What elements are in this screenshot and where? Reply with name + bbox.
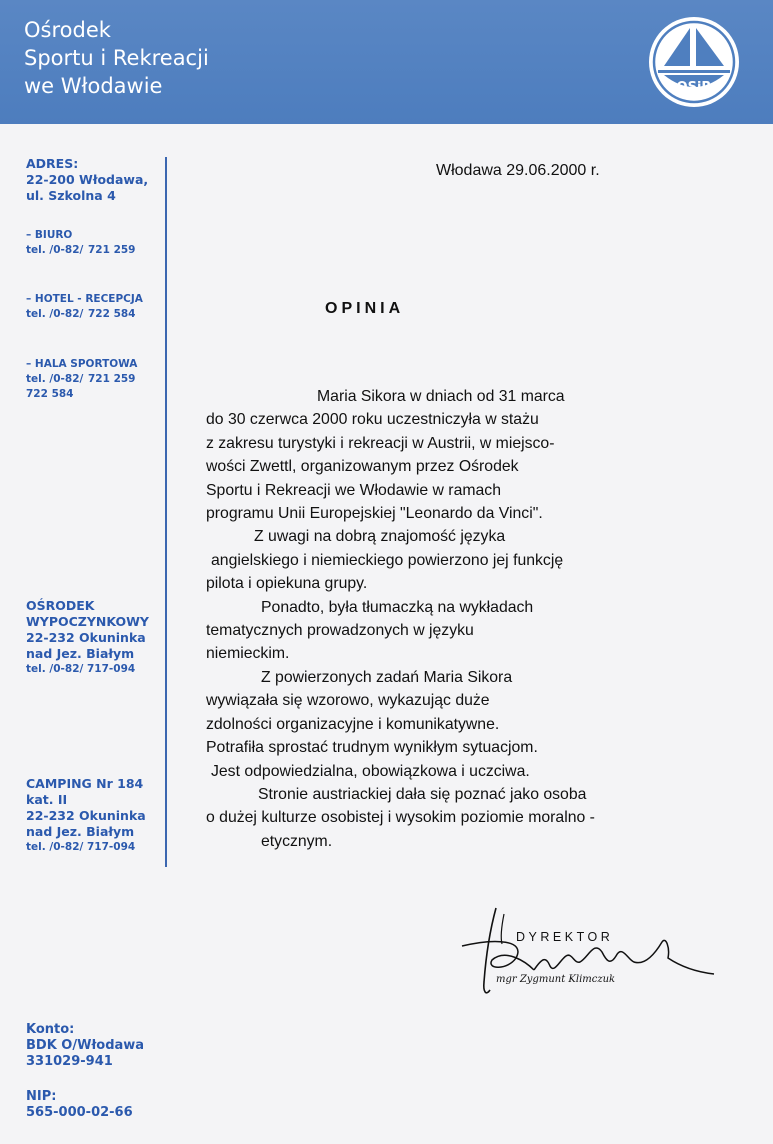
body-line: Z powierzonych zadań Maria Sikora [261, 668, 513, 686]
camping-line: nad Jez. Białym [26, 824, 135, 839]
signatory-name: mgr Zygmunt Klimczuk [496, 974, 616, 985]
body-line: Potrafiła sprostać trudnym wynikłym sytuacjom. [206, 739, 538, 757]
account-line: 331029-941 [26, 1054, 113, 1069]
contact-title: – BIURO [26, 229, 73, 241]
contact-office [26, 228, 136, 258]
nip-block [26, 1089, 133, 1121]
resort-line: WYPOCZYNKOWY [26, 614, 149, 629]
body-line: pilota i opiekuna grupy. [206, 575, 368, 593]
body-line: z zakresu turystyki i rekreacji w Austrii, w miejsco- [206, 434, 555, 452]
body-line: Stronie austriackiej dała się poznać jako osoba [258, 785, 587, 803]
camping-line: kat. II [26, 792, 68, 807]
body-line: do 30 czerwca 2000 roku uczestniczyła w stażu [206, 411, 539, 429]
osir-logo [646, 14, 742, 110]
phone-number: 722 584 [88, 308, 136, 320]
handwritten-signature [456, 900, 721, 1010]
phone-prefix: tel. /0-82/ [26, 308, 84, 320]
contact-title: – HOTEL - RECEPCJA [26, 293, 143, 305]
phone-prefix: tel. /0-82/ [26, 244, 84, 256]
sidebar-divider [165, 157, 167, 867]
body-line: o dużej kulturze osobistej i wysokim poziomie moralno - [206, 809, 595, 827]
letter-date: Włodawa 29.06.2000 r. [436, 162, 600, 179]
phone-prefix: tel. /0-82/ [26, 373, 84, 385]
org-name-line: Ośrodek [24, 18, 111, 42]
resort-line: OŚRODEK [26, 598, 95, 613]
body-line: angielskiego i niemieckiego powierzono jej funkcję [211, 551, 564, 569]
body-line: tematycznych prowadzonych w języku [206, 622, 474, 640]
signatory-role: DYREKTOR [516, 930, 614, 944]
body-line: zdolności organizacyjne i komunikatywne. [206, 715, 500, 733]
nip-line: 565-000-02-66 [26, 1105, 133, 1120]
body-line: Sportu i Rekreacji we Włodawie w ramach [206, 481, 501, 499]
body-line: programu Unii Europejskiej "Leonardo da Vinci". [206, 505, 543, 523]
body-line: wywiązała się wzorowo, wykazując duże [206, 692, 490, 710]
letter-title: OPINIA [325, 300, 405, 317]
nip-line: NIP: [26, 1089, 57, 1104]
address-line: ul. Szkolna 4 [26, 188, 116, 203]
camping-line: 22-232 Okuninka [26, 808, 146, 823]
resort-phone: tel. /0-82/ 717-094 [26, 663, 136, 675]
account-line: Konto: [26, 1022, 75, 1037]
account-line: BDK O/Włodawa [26, 1038, 145, 1053]
resort-block [26, 598, 149, 677]
camping-phone: tel. /0-82/ 717-094 [26, 841, 136, 853]
phone-number: 721 259 [88, 373, 136, 385]
body-line: Ponadto, była tłumaczką na wykładach [261, 598, 534, 616]
contact-title: – HALA SPORTOWA [26, 358, 138, 370]
body-line: niemieckim. [206, 645, 290, 663]
camping-line: CAMPING Nr 184 [26, 776, 144, 791]
address-line: 22-200 Włodawa, [26, 172, 149, 187]
camping-block [26, 776, 146, 855]
org-name-line: we Włodawie [24, 74, 163, 98]
contact-sports-hall [26, 357, 137, 402]
letterhead-band [0, 0, 773, 124]
org-name-line: Sportu i Rekreacji [24, 46, 209, 70]
logo-text: OSiR [676, 80, 712, 95]
contact-hotel [26, 292, 143, 322]
resort-line: nad Jez. Białym [26, 646, 135, 661]
body-line: wości Zwettl, organizowanym przez Ośrodek [206, 458, 519, 476]
address-block [26, 156, 148, 204]
resort-line: 22-232 Okuninka [26, 630, 146, 645]
body-line: Z uwagi na dobrą znajomość języka [254, 528, 506, 546]
letter-body [206, 385, 706, 853]
bank-account-block [26, 1022, 144, 1070]
phone-number: 722 584 [26, 388, 74, 400]
address-title: ADRES: [26, 156, 79, 171]
organization-name [24, 16, 209, 100]
body-line: Maria Sikora w dniach od 31 marca [317, 388, 565, 405]
phone-number: 721 259 [88, 244, 136, 256]
body-line: Jest odpowiedzialna, obowiązkowa i uczciwa. [211, 762, 530, 780]
body-line: etycznym. [261, 832, 333, 850]
